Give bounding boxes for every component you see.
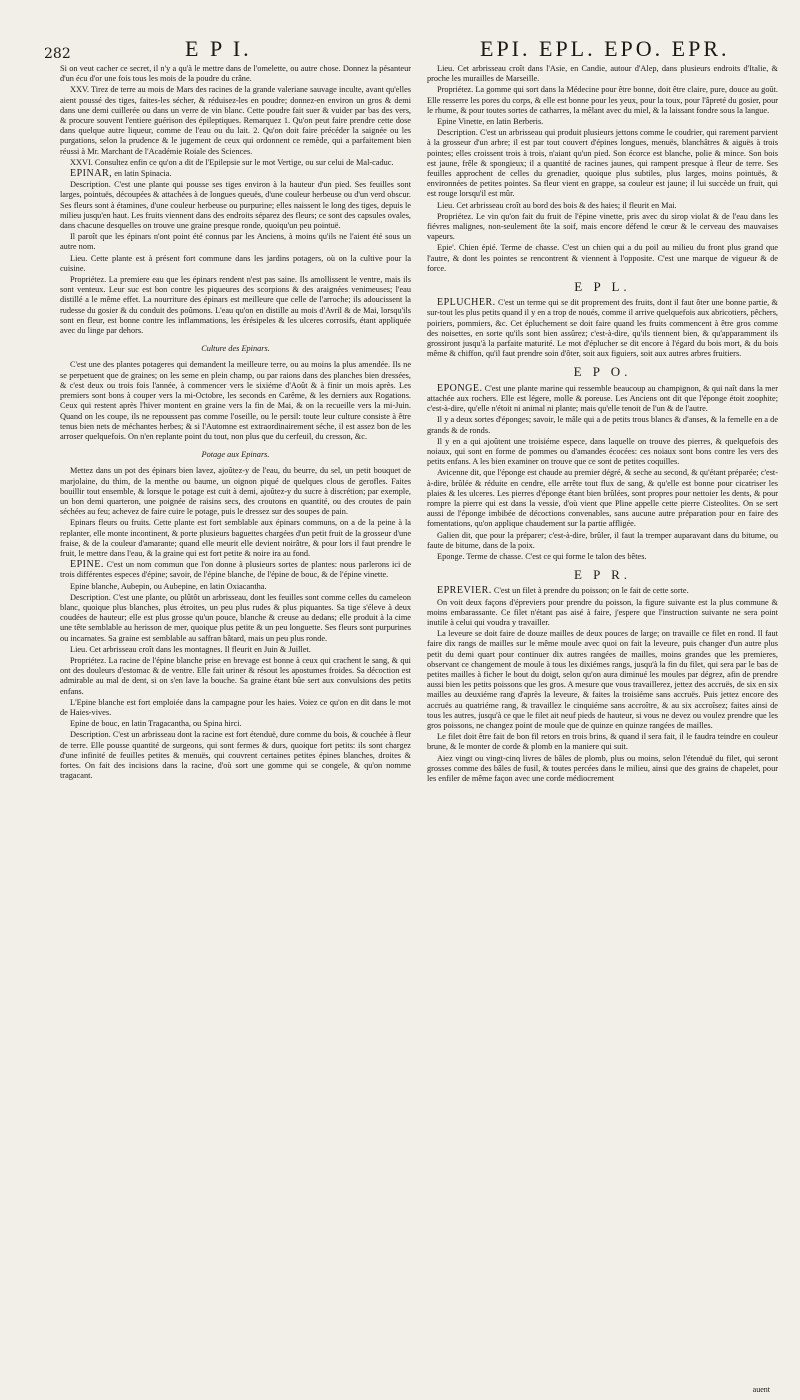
paragraph bbox=[427, 586, 778, 596]
paragraph-text: Lieu. Cet arbrisseau croît au bord des bois & des haies; il fleurit en Mai. bbox=[437, 200, 677, 210]
page-number: 282 bbox=[44, 46, 71, 62]
paragraph-text: C'est un nom commun que l'on donne à plusieurs sortes de plantes: nous parlerons ici de trois différentes especes d'épine; savoir, de l'épine blanche, de l'épine de bouc, & de l'épine vinette. bbox=[60, 560, 411, 580]
paragraph-text: Aiez vingt ou vingt-cinq livres de bâles de plomb, plus ou moins, selon l'étenduë du filet, qui seront grosses comme des bâles de fusil, & toutes percées dans le milieu, ainsi que des grains de chapelet, pour les enfiler de même façon avec une corde médiocrement bbox=[427, 753, 778, 783]
paragraph-text: XXV. Tirez de terre au mois de Mars des racines de la grande valeriane sauvage inculte, avant qu'elles aient poussé des tiges, faites-les sécher, & réduisez-les en poudre; donnez-en environ un gros & demi dans une demi cuillerée ou dans un verre de vin blanc. Cette poudre fait suer & vuider par bas des vers, & procure souvent l'entiere guérison des épileptiques. Remarquez 1. Qu'on peut faire prendre cette dose dans quelque autre liqueur, comme de l'eau ou du lait. 2. Qu'on doit faire précéder la saignée ou les purgations, selon la prudence & le jugement de ceux qui ordonnent ce remède, qui a parfaitement bien réussi à Mr. Marchant de l'Académie Roiale des Sciences. bbox=[60, 85, 411, 156]
paragraph-text: C'est un filet à prendre du poisson; on le fait de cette sorte. bbox=[491, 586, 689, 596]
entry-headword: EPLUCHER. bbox=[437, 297, 496, 309]
running-head-right: EPI. EPL. EPO. EPR. bbox=[480, 36, 730, 61]
paragraph-text: Epie'. Chien épié. Terme de chasse. C'est un chien qui a du poil au milieu du front plus grand que l'autre, & dont les pointes se rencontrent & viennent à l'opposite. C'est une marque de vigueur & de force. bbox=[427, 243, 778, 273]
paragraph bbox=[60, 232, 411, 252]
right-column bbox=[427, 64, 778, 1380]
paragraph-text: L'Epine blanche est fort emploiée dans la campagne pour les haies. Voiez ce qu'on en dit dans le mot de Haies-vives. bbox=[60, 697, 411, 717]
paragraph-text: La leveure se doit faire de douze mailles de deux pouces de large; on travaille ce filet en rond. Il faut faire dix rangs de mailles sur le même moule avec quoi on fait la leveure, puis changer d'un autre plus petit du demi quart pour continuer dix autres rangées de mailles, moins grandes que les premieres, observant ce changement de moule à tous les dixiémes rangs, jusqu'à la fin du filet, qui sera par le bas de petites mailles à ficher le bout du doigt, selon qu'on aura diminué les moules par dégrez, afin de prendre aussi bien les petits poissons que les gros. A mesure que vous travaillerez, jettez des accruës, de six en six mailles au deuxiéme rang d'après la leveure, & faites la troisiéme sans accruës. Puis jettez encore des accruës au quatriéme rang, & travaillez le cinquiéme sans accroître, & au six accroîsez; faites ainsi de tous les autres, jusqu'à ce que le filet ait neuf pieds de hauteur, si vous ne devez ou voulez prendre que les gros poissons, ne changez point de moule que de quinze en quinze rangées de mailles. bbox=[427, 629, 778, 730]
paragraph bbox=[60, 360, 411, 442]
paragraph-text: C'est une des plantes potageres qui demandent la meilleure terre, ou au moins la plus amendée. Ils ne se perpetuent que de graines; on les seme en plein champ, ou par raions dans des planches bien dressées, & c'est deux ou trois fois l'année, à commencer vers le sixiéme d'Août & à finir un mois après. Les premiers sont bons à couper vers la mi-Octobre, les seconds en Carême, & les derniers aux Rogations. Ceux qui restent après l'hiver montent en graine vers la fin de Mai, & on la recueille vers la mi-Juin. Quand on les coupe, ils ne repoussent pas comme l'oseille, ou le persil: toute leur culture consiste à être tenus bien nets de méchantes herbes; & si l'Automne est extraordinairement séche, il est assez bon de les arroser quelquefois. On n'en replante point du tout, non plus que du cerfeuil, du cresson, &c. bbox=[60, 360, 411, 441]
paragraph bbox=[60, 180, 411, 231]
paragraph bbox=[60, 593, 411, 644]
paragraph-text: Description. C'est un arbrisseau qui produit plusieurs jettons comme le coudrier, qui rarement parvient à la grosseur d'un arbre; il est par tout couvert d'épines longues, menuës, blanchâtres & aiguës à trois pointes; elles croissent trois à trois, n'aiant qu'un pied. Son écorce est blanche, polie & mince. Son bois est jaune, frêle & spongieux; il a quantité de racines jaunes, qui rampent presque à fleur de terre. Ses feuilles approchent de celles du grenadier, quoique plus subtiles, plus larges, moins pointuës, & environnées de petites pointes. Sa fleur vient en grappe, sa couleur est jaune; il lui succède un fruit, qui est rouge lorsqu'il est mûr. bbox=[427, 128, 778, 199]
paragraph-text: Propriétez. La premiere eau que les épinars rendent n'est pas saine. Ils amollissent le ventre, mais ils sont venteux. Leur suc est bon contre les piqueures des scorpions & des araignées venimeuses; l'eau distillé a le même effet. La nourriture des épinars est meilleure que celle de l'arroche; ils adoucissent la rudesse du gosier & du conduit des poûmons. L'eau qu'on en distille au mois d'Avril & de Mai, lorsqu'ils sont en fleur, est bonne contre les inflammations, les érésipeles & les ulceres corrosifs, étant appliquée avec du linge par dehors. bbox=[60, 275, 411, 336]
paragraph bbox=[60, 275, 411, 336]
paragraph bbox=[427, 128, 778, 199]
paragraph bbox=[427, 598, 778, 629]
paragraph-text: Epine de bouc, en latin Tragacantha, ou Spina hirci. bbox=[70, 719, 242, 729]
paragraph-text: XXVI. Consultez enfin ce qu'on a dit de l'Epilepsie sur le mot Vertige, ou sur celui de Mal-caduc. bbox=[70, 157, 394, 167]
paragraph bbox=[60, 560, 411, 580]
paragraph-text: Lieu. Cet arbrisseau croît dans l'Asie, en Candie, autour d'Alep, dans plusieurs endroits d'Italie, & proche les murailles de Marseille. bbox=[427, 64, 778, 84]
paragraph bbox=[427, 552, 778, 562]
paragraph-text: Propriétez. La gomme qui sort dans la Médecine pour être bonne, doit être claire, pure, douce au goût. Elle resserre les pores du corps, & elle est bonne pour les yeux, pour la toux, pour l'âpreté du gosier, pour le rhume, & pour toutes sortes de catharres, la mêlant avec du miel, & la laissant fondre sous la langue. bbox=[427, 85, 778, 115]
paragraph bbox=[427, 212, 778, 243]
paragraph bbox=[427, 384, 778, 415]
catchword: auent bbox=[752, 1385, 770, 1394]
paragraph bbox=[60, 254, 411, 274]
paragraph bbox=[427, 437, 778, 468]
section-letters: E P O. bbox=[573, 364, 632, 380]
paragraph bbox=[427, 85, 778, 116]
paragraph bbox=[427, 64, 778, 84]
section-heading: Culture des Epinars. bbox=[201, 344, 270, 354]
paragraph-text: Description. C'est une plante, ou plûtôt un arbrisseau, dont les feuilles sont comme celles du cameleon blanc, quoique plus blanches, plus étroites, un peu plus rudes & plus piquantes. Sa tige s'éleve à deux coudées de hauteur; elle est plus grosse qu'un pouce, blanche & creuse au dedans; elle produit à la cime une tête semblable au herisson de mer, quoique plus petite & un peu longuette. Ses fleurs sont purpurines ou incarnates. Sa graine est semblable au saffran bâtard, mais un peu plus ronde. bbox=[60, 592, 411, 643]
entry-headword: EPINAR, bbox=[70, 168, 113, 180]
paragraph bbox=[60, 645, 411, 655]
paragraph bbox=[60, 466, 411, 517]
paragraph bbox=[60, 582, 411, 592]
paragraph bbox=[60, 85, 411, 156]
section-letters: E P R. bbox=[573, 567, 632, 583]
paragraph-text: C'est une plante marine qui ressemble beaucoup au champignon, & qui naît dans la mer attachée aux rochers. Elle est légere, molle & poreuse. Les Anciens ont dit que l'éponge étoit zoophite; c'est-à-dire, qu'elle n'étoit ni animal ni plante; mais qu'elle tenoit de l'un & de l'autre. bbox=[427, 383, 778, 414]
paragraph bbox=[60, 518, 411, 559]
paragraph bbox=[427, 732, 778, 752]
paragraph bbox=[60, 698, 411, 718]
paragraph-text: Le filet doit être fait de bon fil retors en trois brins, & quand il sera fait, il le faudra teindre en couleur brune, & le monter de corde & plomb en la maniere qui suit. bbox=[427, 732, 778, 752]
paragraph bbox=[60, 169, 411, 179]
entry-headword: EPONGE. bbox=[437, 382, 483, 394]
paragraph bbox=[427, 531, 778, 551]
entry-headword: EPREVIER. bbox=[437, 585, 492, 597]
running-head-left: E P I. bbox=[185, 36, 252, 61]
paragraph-text: Lieu. Cet arbrisseau croît dans les montagnes. Il fleurit en Juin & Juillet. bbox=[70, 644, 311, 654]
left-column bbox=[60, 64, 411, 1380]
paragraph-text: Epine blanche, Aubepin, ou Aubepine, en latin Oxiacantha. bbox=[70, 581, 267, 591]
paragraph-text: Il paroît que les épinars n'ont point été connus par les Anciens, à moins qu'ils ne l'aient été sous un autre nom. bbox=[60, 232, 411, 252]
paragraph bbox=[427, 117, 778, 127]
paragraph-text: en latin Spinacia. bbox=[112, 169, 172, 179]
text-columns bbox=[60, 64, 778, 1380]
paragraph-text: C'est un terme qui se dit proprement des fruits, dont il faut ôter une bonne partie, & sur-tout les plus petits quand il y en a trop de noués, comme il arrive quelquefois aux abricotiers, pêchers, poiriers, pommiers, &c. Cet épluchement se doit faire quand les fruits commencent à être gros comme des noisettes, en sorte qu'ils sont bien assûrez; c'est-à-dire, qu'ils tiennent bien, & qu'apparamment ils grossiront jusqu'à la parfaite maturité. Le mot d'éplucher se dit encore à l'égard du bois mort, & du bois même & chiffon, qu'il faut prendre soin d'ôter, soit aux figuiers, soit aux autres arbres fruitiers. bbox=[427, 298, 778, 359]
entry-headword: EPINE. bbox=[70, 559, 104, 571]
paragraph-text: Lieu. Cette plante est à présent fort commune dans les jardins potagers, où on la cultive pour la cuisine. bbox=[60, 253, 411, 273]
paragraph-text: Eponge. Terme de chasse. C'est ce qui forme le talon des bêtes. bbox=[437, 551, 647, 561]
paragraph-text: Il y a deux sortes d'éponges; savoir, le mâle qui a de petits trous blancs & d'anses, & la femelle en a de grands & de ronds. bbox=[427, 415, 778, 435]
paragraph-text: Si on veut cacher ce secret, il n'y a qu'à le mettre dans de l'omelette, ou autre chose. Donnez la pésanteur d'un écu d'or une fois tous les mois de la poudre du crâne. bbox=[60, 64, 411, 84]
paragraph-text: Mettez dans un pot des épinars bien lavez, ajoûtez-y de l'eau, du beurre, du sel, un petit bouquet de marjolaine, du thim, de la menthe ou baume, un oignon piqué de quelques clous de gerofles. Faites bouillir tout ensemble, & lorsque le potage est cuit à demi, ajoûtez-y du sucre à discrétion; par exemple, un bon demi quarteron, une poignée de raisins secs, des croutons en quantité, ou des croutes de pain séchées au feu; achevez de faire cuire le potage, puis le dressez sur des soupes de pain. bbox=[60, 466, 411, 517]
paragraph bbox=[427, 629, 778, 731]
paragraph-text: Galien dit, que pour la préparer; c'est-à-dire, brûler, il faut la tremper auparavant dans du bitume, ou faute de bitume, dans de la poix. bbox=[427, 530, 778, 550]
paragraph-text: On voit deux façons d'épreviers pour prendre du poisson, la figure suivante est la plus commune & moins embarassante. Ce filet n'étant pas aisé à faire, j'espere que l'instruction suivante ne sera point inutile à celui qui voudra y travailler. bbox=[427, 597, 778, 627]
paragraph-text: Epine Vinette, en latin Berberis. bbox=[437, 117, 544, 127]
paragraph-text: Epinars fleurs ou fruits. Cette plante est fort semblable aux épinars communs, on a de la peine à la replanter, elle monte incontinent, & porte plusieurs baguettes chargées d'un petit fruit de la grosseur d'une fraise, & de la couleur d'amarante; quand elle meurit elle devient noirâtre, & pour lors il faut prendre le fruit, le mettre dans l'eau, & la graine qui est fort petite & noire ira au fond. bbox=[60, 518, 411, 558]
paragraph bbox=[427, 298, 778, 359]
paragraph bbox=[427, 243, 778, 274]
section-letters: E P L. bbox=[574, 279, 631, 295]
paragraph-text: Propriétez. Le vin qu'on fait du fruit de l'épine vinette, pris avec du sirop violat & de l'eau dans les fiévres malignes, non-seulement ôte la soif, mais encore défend le cœur & le cerveau des mauvaises vapeurs. bbox=[427, 211, 778, 242]
paragraph-text: Propriétez. La racine de l'épine blanche prise en brevage est bonne à ceux qui crachent le sang, & qui ont des douleurs d'estomac & de ventre. Elle fait uriner & résout les apostumes froides. Sa décoction est admirable au mal de dent, si on s'en lave la bouche. Sa graine étant bûe sert aux convulsions des petits enfans. bbox=[60, 655, 411, 696]
paragraph-text: Il y en a qui ajoûtent une troisiéme espece, dans laquelle on trouve des pierres, & quelquefois des noiaux, qui sont en forme de pommes ou d'amandes écocées: ces noiaux sont bons contre les vers des petits enfans. A les bien examiner on trouve que ce sont de petites coquilles. bbox=[427, 436, 778, 467]
paragraph bbox=[427, 754, 778, 785]
paragraph bbox=[60, 656, 411, 697]
paragraph-text: Description. C'est une plante qui pousse ses tiges environ à la hauteur d'un pied. Ses feuilles sont larges, pointuës, découpées & attachées à de longues queuës, d'une couleur herbeuse ou d'un verd obscur. Ses fleurs sont à étamines, d'une couleur herbeuse ou purpurine; elles naissent le long des tiges, depuis le milieu jusqu'en haut. Les fruits viennent dans des endroits séparez des fleurs; ce sont des capsules ovales, dans chacune desquelles on trouve une graine presque ronde, quoiqu'un peu pointuë. bbox=[60, 180, 411, 231]
paragraph bbox=[60, 730, 411, 781]
paragraph-text: Description. C'est un arbrisseau dont la racine est fort étenduë, dure comme du bois, & couchée à fleur de terre. Elle pousse quantité de surgeons, qui sont fermes & durs, quoique fort petits: ils sont chargez d'une infinité de feuilles petites & menuës, qui couvrent certaines petites épines blanches, droites & fortes. On fait des incisions dans la racine, d'où sort une gomme qui se congele, & qu'on nomme tragacant. bbox=[60, 730, 411, 781]
paragraph bbox=[60, 719, 411, 729]
paragraph bbox=[60, 158, 411, 168]
paragraph bbox=[427, 201, 778, 211]
section-heading: Potage aux Epinars. bbox=[201, 450, 270, 460]
paragraph bbox=[427, 468, 778, 529]
paragraph bbox=[60, 64, 411, 84]
paragraph-text: Avicenne dit, que l'éponge est chaude au premier dégré, & seche au second, & qu'étant préparée; c'est-à-dire, brûlée & réduite en cendre, elle arrête tout flux de sang, & qu'elle est bonne pour cicatriser les plaies & les ulceres. Les pierres d'éponge étant bien brûlées, sont propres pour nettoier les dents, & pour rompre la pierre qui est dans la vessie, d'où vient que Pline appelle cette pierre Cisteolites. On se sert aussi de l'éponge imbibée de décoctions convenables, sans aucune autre préparation pour en faire des fomentations, qu'on applique chaudement sur la partie affligée. bbox=[427, 468, 778, 529]
paragraph bbox=[427, 415, 778, 435]
